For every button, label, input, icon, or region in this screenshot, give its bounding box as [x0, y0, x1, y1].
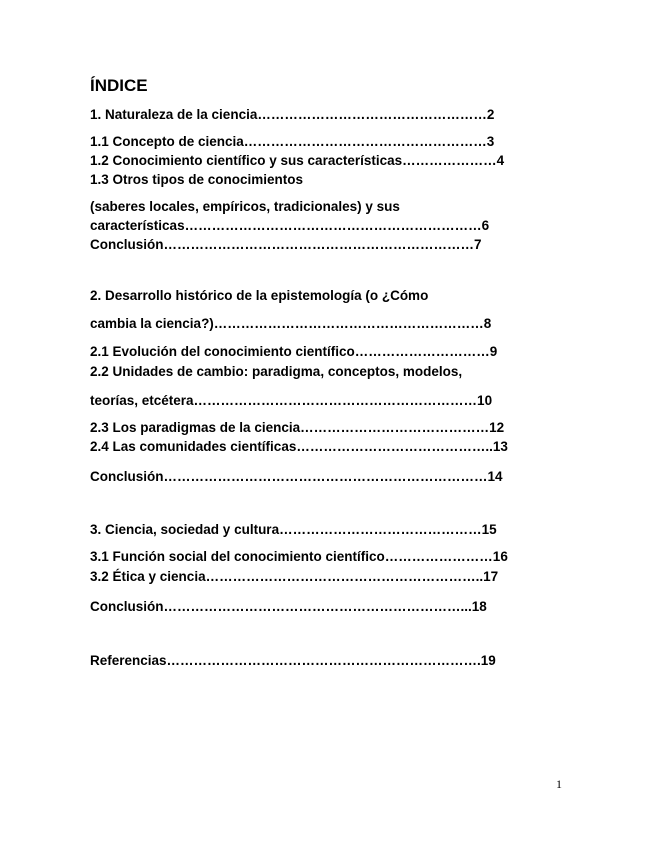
toc-entry-3-1: 3.1 Función social del conocimiento científico……………………16 [90, 549, 508, 564]
toc-entry-1-3-end: características…………………………………………………………6 [90, 218, 490, 233]
toc-entry-1-conclusion: Conclusión……………………………………………………………7 [90, 237, 482, 252]
toc-entry-2: 2. Desarrollo histórico de la epistemología (o ¿Cómo [90, 288, 429, 303]
toc-entry-3-2: 3.2 Ética y ciencia……………………………………………………..17 [90, 569, 499, 584]
toc-entry-2-2-end: teorías, etcétera………………………………………………………10 [90, 393, 493, 408]
toc-entry-2-end: cambia la ciencia?)……………………………………………………8 [90, 316, 492, 331]
toc-entry-3-conclusion: Conclusión…………………………………………………………...18 [90, 599, 487, 614]
toc-entry-2-4: 2.4 Las comunidades científicas……………………………………..13 [90, 439, 508, 454]
toc-entry-1-2: 1.2 Conocimiento científico y sus características…………………4 [90, 153, 505, 168]
toc-entry-2-1: 2.1 Evolución del conocimiento científico…………………………9 [90, 344, 498, 359]
toc-entry-references: Referencias…………………………………………………………….19 [90, 653, 496, 668]
page-title: ÍNDICE [90, 76, 148, 95]
toc-entry-2-conclusion: Conclusión………………………………………………………………14 [90, 469, 503, 484]
toc-entry-1-1: 1.1 Concepto de ciencia………………………………………………3 [90, 134, 495, 149]
toc-entry-1: 1. Naturaleza de la ciencia……………………………………………2 [90, 107, 495, 122]
toc-entry-1-3-cont: (saberes locales, empíricos, tradicionales) y sus [90, 199, 400, 214]
toc-entry-2-2: 2.2 Unidades de cambio: paradigma, conceptos, modelos, [90, 364, 463, 379]
toc-entry-1-3: 1.3 Otros tipos de conocimientos [90, 172, 304, 187]
toc-entry-3: 3. Ciencia, sociedad y cultura………………………………………15 [90, 522, 497, 537]
toc-entry-2-3: 2.3 Los paradigmas de la ciencia……………………………………12 [90, 420, 505, 435]
page-number: 1 [556, 777, 562, 791]
